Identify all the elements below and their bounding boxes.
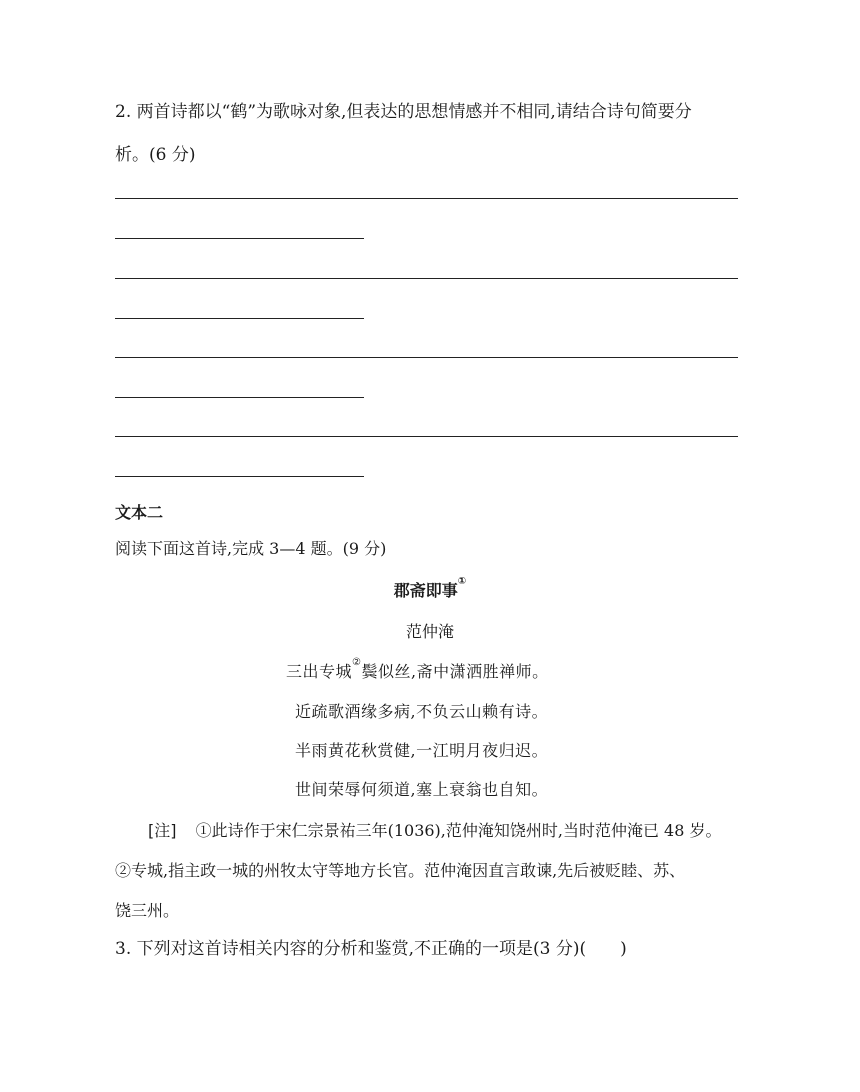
- poem-title-note-marker: ①: [457, 576, 467, 587]
- section-heading: 文本二: [115, 503, 164, 522]
- section-intro: 阅读下面这首诗,完成 3—4 题。(9 分): [115, 539, 387, 558]
- poem-title-text: 郡斋即事: [393, 581, 458, 600]
- note-label: [注]: [148, 821, 177, 840]
- poem-line-1-note-marker: ②: [352, 657, 362, 668]
- answer-line-long: [115, 436, 738, 437]
- poem-line-1: [286, 659, 549, 682]
- poem-line-3: 半雨黄花秋赏健,一江明月夜归迟。: [295, 741, 549, 760]
- poem-title: [0, 578, 860, 601]
- question-2-line-1: 2. 两首诗都以“鹤”为歌咏对象,但表达的思想情感并不相同,请结合诗句简要分: [115, 102, 692, 122]
- answer-line-short: [115, 318, 364, 319]
- note-line-1: [148, 818, 722, 841]
- answer-line-short: [115, 476, 364, 477]
- poem-line-4: 世间荣辱何须道,塞上衰翁也自知。: [295, 780, 549, 799]
- poem-line-1-part-a: 三出专城: [286, 662, 353, 681]
- poem-line-1-part-b: 鬓似丝,斋中潇洒胜禅师。: [361, 662, 549, 681]
- note-line-2: ②专城,指主政一城的州牧太守等地方长官。范仲淹因直言敢谏,先后被贬睦、苏、: [115, 861, 686, 880]
- note-text-1: ①此诗作于宋仁宗景祐三年(1036),范仲淹知饶州时,当时范仲淹已 48 岁。: [195, 821, 722, 840]
- answer-line-short: [115, 397, 364, 398]
- question-3-close-paren: ): [620, 939, 627, 959]
- answer-line-long: [115, 278, 738, 279]
- note-line-3: 饶三州。: [115, 901, 180, 920]
- answer-line-long: [115, 198, 738, 199]
- question-2-line-2: 析。(6 分): [115, 145, 196, 165]
- question-3: [115, 937, 627, 961]
- answer-line-long: [115, 357, 738, 358]
- poem-line-2: 近疏歌酒缘多病,不负云山赖有诗。: [295, 702, 549, 721]
- answer-line-short: [115, 238, 364, 239]
- question-3-text: 3. 下列对这首诗相关内容的分析和鉴赏,不正确的一项是(3 分)(: [115, 939, 587, 959]
- poem-author: 范仲淹: [405, 622, 454, 641]
